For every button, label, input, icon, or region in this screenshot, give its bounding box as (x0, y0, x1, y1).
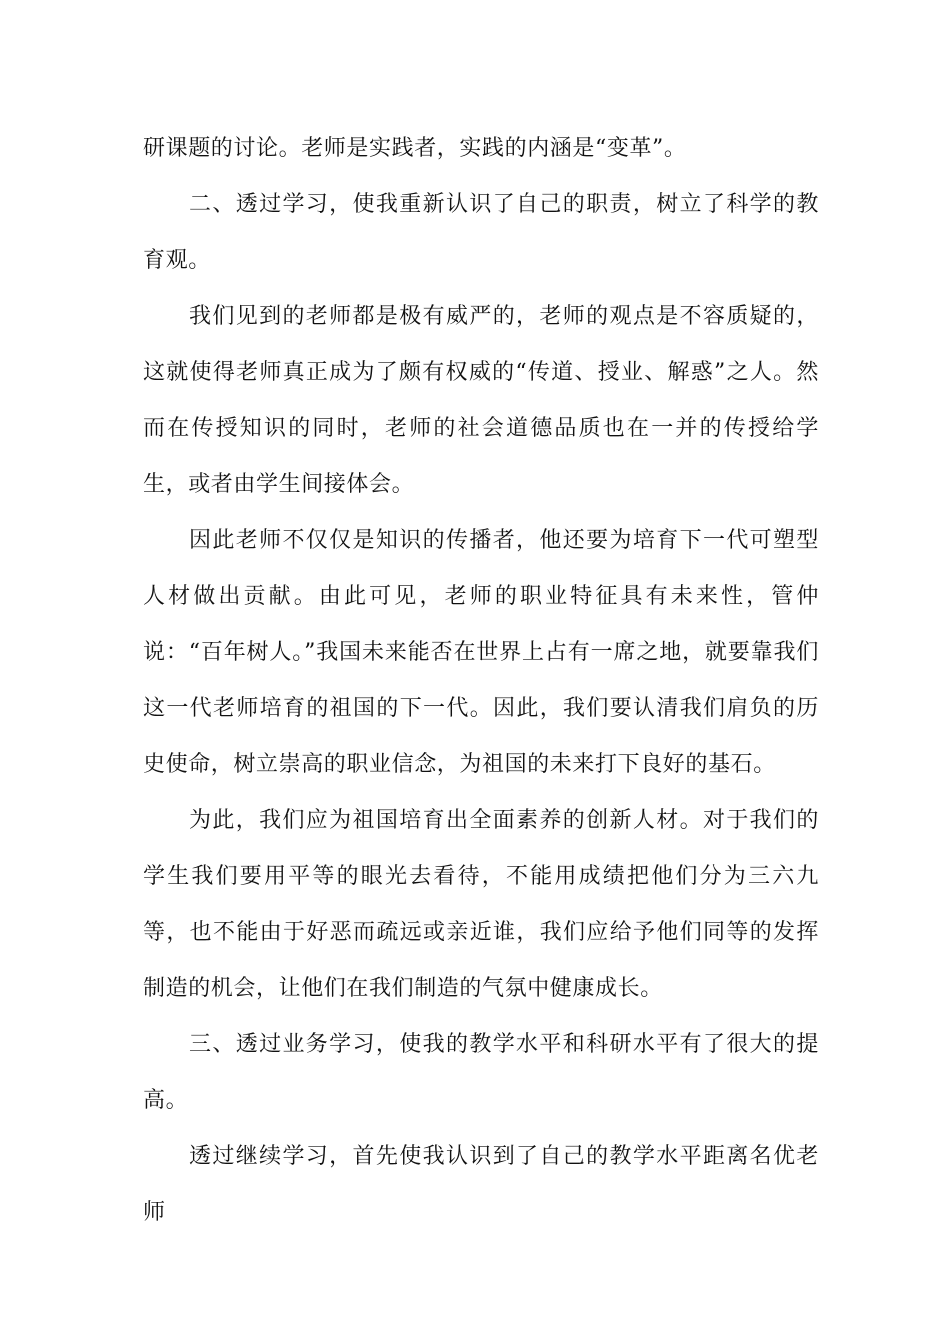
paragraph-section-three-heading: 三、透过业务学习，使我的教学水平和科研水平有了很大的提高。 (143, 1032, 819, 1113)
paragraph-teacher-role: 因此老师不仅仅是知识的传播者，他还要为培育下一代可塑型人材做出贡献。由此可见，老师的职业特征具有未来性，管仲说：“百年树人。”我国未来能否在世界上占有一席之地，就要靠我们这一代老师培育的祖国的下一代。因此，我们要认清我们肩负的历史使命，树立崇高的职业信念，为祖国的未来打下良好的基石。 (143, 528, 819, 777)
paragraph-continuation: 研课题的讨论。老师是实践者，实践的内涵是“变革”。 (143, 136, 687, 161)
document-body (143, 121, 819, 1241)
paragraph-continuing-study: 透过继续学习，首先使我认识到了自己的教学水平距离名优老师 (143, 1144, 819, 1225)
paragraph-equal-treatment: 为此，我们应为祖国培育出全面素养的创新人材。对于我们的学生我们要用平等的眼光去看待，不能用成绩把他们分为三六九等，也不能由于好恶而疏远或亲近谁，我们应给予他们同等的发挥制造的机会，让他们在我们制造的气氛中健康成长。 (143, 808, 819, 1001)
paragraph-section-two-heading: 二、透过学习，使我重新认识了自己的职责，树立了科学的教育观。 (143, 192, 819, 273)
paragraph-teacher-authority: 我们见到的老师都是极有威严的，老师的观点是不容质疑的，这就使得老师真正成为了颇有权威的“传道、授业、解惑”之人。然而在传授知识的同时，老师的社会道德品质也在一并的传授给学生，或者由学生间接体会。 (143, 304, 819, 497)
